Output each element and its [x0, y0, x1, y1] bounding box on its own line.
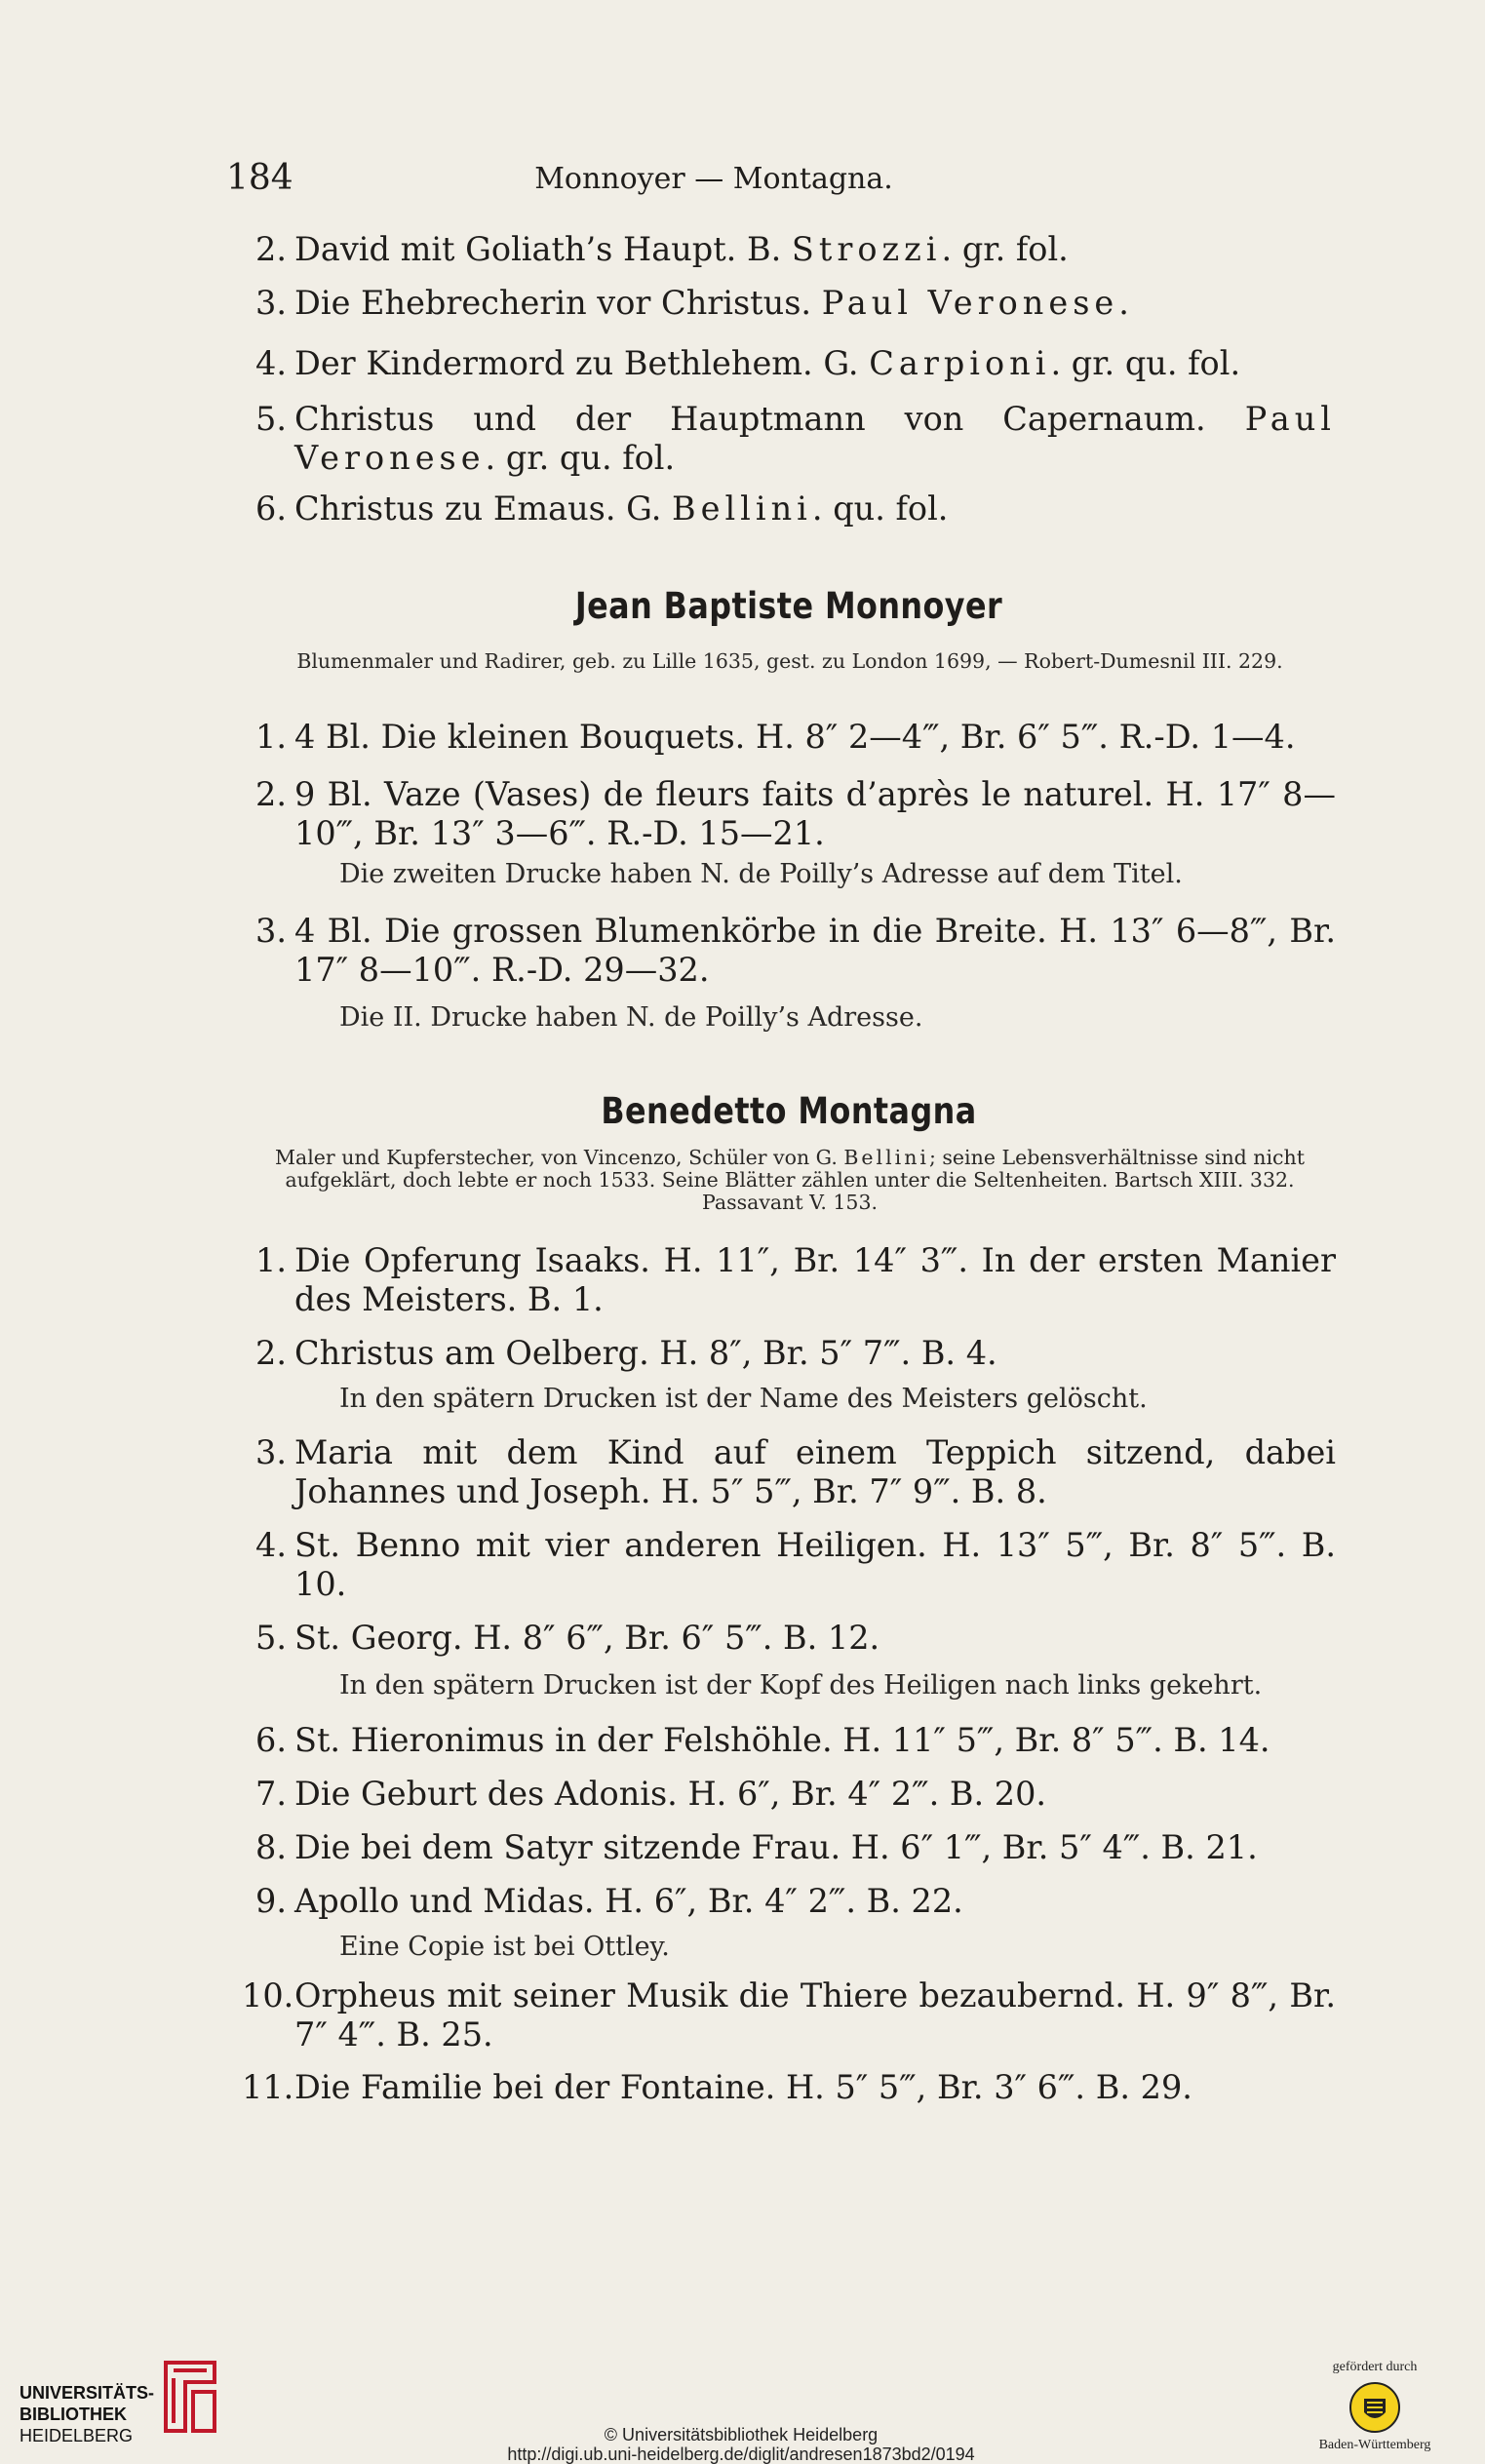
- list-item: 6. Christus zu Emaus. G. Bellini. qu. fol.: [255, 489, 949, 528]
- list-item: 4. Der Kindermord zu Bethlehem. G. Carpioni. gr. qu. fol.: [255, 344, 1241, 382]
- footer-credit: [390, 2425, 1092, 2464]
- source-url[interactable]: http://digi.ub.uni-heidelberg.de/diglit/andresen1873bd2/0194: [507, 2444, 975, 2464]
- list-item: 4. St. Benno mit vier anderen Heiligen. H. 13″ 5‴, Br. 8″ 5‴. B. 10.: [255, 1526, 1336, 1603]
- funding-note: gefördert durch Baden-Württemberg: [1318, 2360, 1431, 2452]
- running-title: Monnoyer — Montagna.: [534, 162, 893, 196]
- list-item: 7. Die Geburt des Adonis. H. 6″, Br. 4″ 2‴. B. 20.: [255, 1775, 1047, 1813]
- list-item: 8. Die bei dem Satyr sitzende Frau. H. 6″ 1‴, Br. 5″ 4‴. B. 21.: [255, 1828, 1258, 1866]
- note: Eine Copie ist bei Ottley.: [339, 1932, 670, 1962]
- note: Die II. Drucke haben N. de Poilly’s Adresse.: [339, 1002, 923, 1033]
- list-item: 6. St. Hieronimus in der Felshöhle. H. 11″ 5‴, Br. 8″ 5‴. B. 14.: [255, 1721, 1270, 1759]
- note: Die zweiten Drucke haben N. de Poilly’s Adresse auf dem Titel.: [339, 859, 1183, 889]
- list-item: 2. David mit Goliath’s Haupt. B. Strozzi. gr. fol.: [255, 230, 1069, 268]
- list-item: 5. Christus und der Hauptmann von Capernaum. Paul Veronese. gr. qu. fol.: [255, 400, 1336, 477]
- library-logo: UNIVERSITÄTS- BIBLIOTHEK HEIDELBERG: [20, 2353, 215, 2441]
- copyright-text: © Universitätsbibliothek Heidelberg: [604, 2425, 879, 2444]
- list-item: 9. Apollo und Midas. H. 6″, Br. 4″ 2‴. B. 22.: [255, 1882, 963, 1920]
- list-item: 3. Maria mit dem Kind auf einem Teppich sitzend, dabei Johannes und Joseph. H. 5″ 5‴, Br. 7″ 9‴. B. 8.: [255, 1433, 1336, 1510]
- section-heading-monnoyer: Jean Baptiste Monnoyer: [574, 585, 1003, 627]
- note: In den spätern Drucken ist der Name des Meisters gelöscht.: [339, 1384, 1148, 1414]
- list-item: 3. Die Ehebrecherin vor Christus. Paul Veronese.: [255, 284, 1129, 322]
- list-item: 5. St. Georg. H. 8″ 6‴, Br. 6″ 5‴. B. 12.: [255, 1619, 880, 1657]
- list-item: 2. 9 Bl. Vaze (Vases) de fleurs faits d’après le naturel. H. 17″ 8—10‴, Br. 13″ 3—6‴. R.-D. 15—21.: [255, 775, 1336, 852]
- list-item: 10. Orpheus mit seiner Musik die Thiere bezaubernd. H. 9″ 8‴, Br. 7″ 4‴. B. 25.: [242, 1976, 1336, 2053]
- list-item: 2. Christus am Oelberg. H. 8″, Br. 5″ 7‴. B. 4.: [255, 1334, 997, 1372]
- page-number: 184: [226, 158, 293, 198]
- list-item: 3. 4 Bl. Die grossen Blumenkörbe in die Breite. H. 13″ 6—8‴, Br. 17″ 8—10‴. R.-D. 29—32.: [255, 912, 1336, 989]
- note: In den spätern Drucken ist der Kopf des Heiligen nach links gekehrt.: [339, 1670, 1263, 1701]
- library-emblem-icon: [146, 2353, 224, 2441]
- list-item: 1. Die Opferung Isaaks. H. 11″, Br. 14″ 3‴. In der ersten Manier des Meisters. B. 1.: [255, 1241, 1336, 1318]
- list-item: 1. 4 Bl. Die kleinen Bouquets. H. 8″ 2—4‴, Br. 6″ 5‴. R.-D. 1—4.: [255, 718, 1296, 756]
- section-subtitle: Blumenmaler und Radirer, geb. zu Lille 1635, gest. zu London 1699, — Robert-Dumesnil III. 229.: [296, 649, 1283, 673]
- section-subtitle: Maler und Kupferstecher, von Vincenzo, Schüler von G. Bellini; seine Lebensverhältnisse sind nicht aufgeklärt, doch lebte er noch 1533. Seine Blätter zählen unter die Seltenheiten. Bartsch XIII. 332. Passavant V. 153.: [275, 1146, 1305, 1214]
- running-head: [226, 158, 1348, 197]
- list-item: 11. Die Familie bei der Fontaine. H. 5″ 5‴, Br. 3″ 6‴. B. 29.: [242, 2068, 1192, 2106]
- section-heading-montagna: Benedetto Montagna: [601, 1090, 977, 1132]
- state-coat-of-arms-icon: [1348, 2381, 1401, 2434]
